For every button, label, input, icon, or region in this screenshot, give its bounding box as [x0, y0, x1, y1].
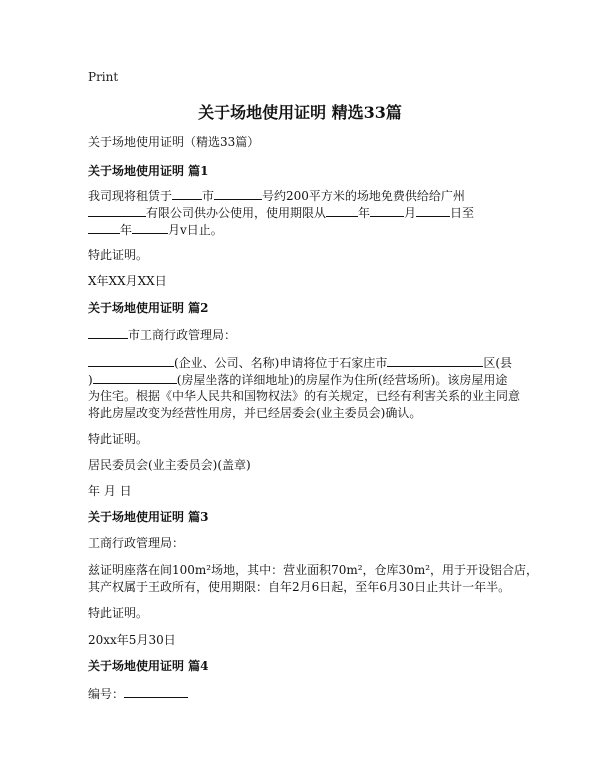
- number-label: 编号：: [88, 687, 125, 701]
- section-2-heading: 关于场地使用证明 篇2: [88, 301, 209, 315]
- blank-field: [387, 354, 483, 367]
- blank-field: [416, 204, 450, 217]
- blank-field: [93, 371, 177, 384]
- section-2-line-4: 将此房屋改变为经营性用房，并已经居委会(业主委员会)确认。: [88, 406, 422, 420]
- text-segment: (企业、公司、名称)申请将位于石家庄市: [174, 356, 388, 370]
- section-2-date: 年 月 日: [88, 484, 132, 498]
- section-3-date: 20xx年5月30日: [88, 633, 176, 647]
- blank-field: [88, 326, 128, 339]
- text-segment: 年: [358, 206, 371, 220]
- blank-field: [172, 187, 202, 200]
- text-segment: 市: [202, 189, 215, 203]
- text-segment: ): [88, 373, 93, 387]
- section-3-addressee: 工商行政管理局：: [88, 536, 185, 550]
- blank-field: [88, 221, 120, 234]
- blank-field: [88, 204, 146, 217]
- section-2-addressee: [88, 326, 236, 343]
- section-4-number-line: [88, 685, 188, 702]
- section-1-line-2: [88, 204, 474, 221]
- text-segment: 我司现将租赁于: [88, 189, 173, 203]
- blank-field: [326, 204, 358, 217]
- blank-field: [88, 354, 174, 367]
- blank-field: [132, 221, 168, 234]
- text-segment: 月v日止。: [168, 223, 223, 237]
- section-2-line-1: [88, 354, 512, 371]
- section-1-line-1: [88, 187, 465, 204]
- text-segment: (房屋坐落的详细地址)的房屋作为住所(经营场所)。该房屋用途: [176, 373, 508, 387]
- text-segment: 号约200平方米的场地免费供给给广州: [262, 189, 465, 203]
- document-title: 关于场地使用证明 精选33篇: [198, 103, 402, 122]
- text-segment: 年: [120, 223, 133, 237]
- print-link[interactable]: Print: [88, 70, 119, 84]
- section-3-heading: 关于场地使用证明 篇3: [88, 510, 209, 524]
- section-2-line-3: 为住宅。根据《中华人民共和国物权法》的有关规定，已经有利害关系的业主同意: [88, 389, 521, 403]
- section-3-line-2: 其产权属于王政所有，使用期限：自年2月6日起，至年6月30日止共计一年半。: [88, 580, 511, 594]
- text-segment: 区(县: [483, 356, 513, 370]
- section-2-line-2: [88, 371, 507, 388]
- section-3-closing: 特此证明。: [88, 606, 149, 620]
- document-subtitle: 关于场地使用证明（精选33篇）: [88, 135, 260, 149]
- text-segment: 日至: [450, 206, 475, 220]
- section-1-heading: 关于场地使用证明 篇1: [88, 164, 209, 178]
- section-3-line-1: 兹证明座落在间100m²场地，其中：营业面积70m²，仓库30m²，用于开设铝合店，: [88, 563, 539, 577]
- blank-field: [124, 685, 188, 698]
- blank-field: [214, 187, 262, 200]
- section-2-closing: 特此证明。: [88, 432, 149, 446]
- text-segment: 市工商行政管理局：: [128, 328, 237, 342]
- section-1-closing: 特此证明。: [88, 248, 149, 262]
- text-segment: 月: [404, 206, 417, 220]
- section-4-heading: 关于场地使用证明 篇4: [88, 659, 209, 673]
- blank-field: [370, 204, 404, 217]
- section-1-date: X年XX月XX日: [88, 274, 167, 288]
- section-1-line-3: [88, 221, 223, 238]
- text-segment: 有限公司供办公使用，使用期限从: [146, 206, 327, 220]
- section-2-signer: 居民委员会(业主委员会)(盖章): [88, 458, 251, 472]
